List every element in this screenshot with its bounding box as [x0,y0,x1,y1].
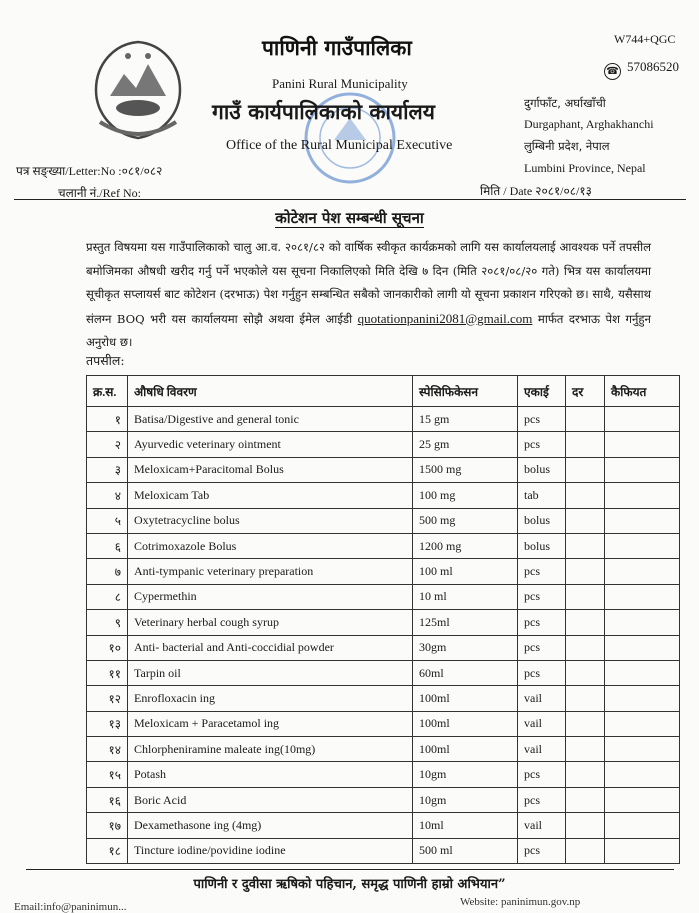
table-row [87,584,680,609]
cell-serial: १ [87,407,128,432]
ref-number-label: चलानी नं./Ref No: [58,186,141,200]
cell-serial: १८ [87,838,128,863]
cell-remarks [605,635,680,660]
cell-serial: १० [87,635,128,660]
table-row [87,787,680,812]
cell-specification: 1200 mg [413,533,518,558]
cell-rate [566,762,605,787]
cell-description: Meloxicam+Paracitomal Bolus [128,457,413,482]
office-executive-nepali: गाउँ कार्यपालिकाको कार्यालय [212,99,435,124]
table-row [87,432,680,457]
cell-serial: ६ [87,533,128,558]
cell-rate [566,533,605,558]
office-name-nepali: पाणिनी गाउँपालिका [262,35,412,60]
letter-number-value: :०८१/०८२ [118,164,163,178]
province-nepali: लुम्बिनी प्रदेश, नेपाल [524,139,610,153]
cell-unit: pcs [518,635,566,660]
cell-description: Oxytetracycline bolus [128,508,413,533]
address-nepali: दुर्गाफाँट, अर्घाखाँची [524,96,606,110]
cell-rate [566,660,605,685]
cell-description: Cypermethin [128,584,413,609]
cell-remarks [605,711,680,736]
cell-specification: 15 gm [413,407,518,432]
cell-rate [566,787,605,812]
table-row [87,533,680,558]
letter-number-label: पत्र सङ्ख्या/Letter:No [16,164,116,178]
cell-specification: 100ml [413,737,518,762]
notice-body-tail: मार्फत दरभाऊ पेश गर्नुहुन अनुरोध छ। [86,311,651,349]
table-row [87,559,680,584]
email-link[interactable]: quotationpanini2081@gmail.com [357,310,533,326]
cell-specification: 60ml [413,660,518,685]
cell-remarks [605,737,680,762]
cell-rate [566,457,605,482]
cell-unit: pcs [518,407,566,432]
table-row [87,483,680,508]
cell-unit: pcs [518,787,566,812]
cell-rate [566,711,605,736]
cell-unit: tab [518,483,566,508]
cell-unit: pcs [518,610,566,635]
cell-specification: 100 mg [413,483,518,508]
col-rate: दर [566,376,605,407]
cell-unit: bolus [518,508,566,533]
cell-unit: pcs [518,432,566,457]
cell-description: Meloxicam Tab [128,483,413,508]
phone-icon: ☎ [604,63,621,80]
table-row [87,610,680,635]
cell-remarks [605,610,680,635]
notice-title [0,208,699,228]
footer-website: Website: paninimun.gov.np [460,896,581,908]
cell-specification: 10 ml [413,584,518,609]
office-name-english: Panini Rural Municipality [272,76,408,91]
cell-remarks [605,762,680,787]
footer-slogan: पाणिनी र दुवीसा ऋषिको पहिचान, समृद्ध पाणिनी हाम्रो अभियान” [193,877,506,892]
cell-specification: 125ml [413,610,518,635]
col-remarks: कैफियत [605,376,680,407]
letter-number [16,162,162,179]
footer-email: Email:info@paninimun... [14,901,127,913]
cell-description: Anti- bacterial and Anti-coccidial powder [128,635,413,660]
cell-remarks [605,660,680,685]
cell-serial: १६ [87,787,128,812]
cell-specification: 100ml [413,686,518,711]
cell-remarks [605,584,680,609]
cell-description: Meloxicam + Paracetamol ing [128,711,413,736]
date-line [480,182,592,199]
table-row [87,838,680,863]
cell-rate [566,407,605,432]
cell-unit: vail [518,711,566,736]
phone-line [604,59,679,80]
cell-specification: 500 ml [413,838,518,863]
cell-unit: bolus [518,457,566,482]
cell-description: Dexamethasone ing (4mg) [128,813,413,838]
cell-unit: pcs [518,559,566,584]
notice-body [86,236,651,355]
cell-rate [566,508,605,533]
cell-specification: 30gm [413,635,518,660]
cell-specification: 100 ml [413,559,518,584]
cell-remarks [605,432,680,457]
table-row [87,407,680,432]
cell-remarks [605,559,680,584]
table-row [87,762,680,787]
cell-remarks [605,813,680,838]
cell-unit: vail [518,686,566,711]
date-value: २०८१/०८/१३ [535,184,592,198]
cell-description: Batisa/Digestive and general tonic [128,407,413,432]
office-executive-english: Office of the Rural Municipal Executive [226,138,453,153]
details-label: तपसील: [86,353,125,368]
cell-specification: 10ml [413,813,518,838]
cell-rate [566,610,605,635]
cell-description: Veterinary herbal cough syrup [128,610,413,635]
items-table [86,375,680,864]
province-english: Lumbini Province, Nepal [524,161,646,175]
cell-serial: १५ [87,762,128,787]
cell-unit: pcs [518,660,566,685]
cell-serial: ७ [87,559,128,584]
cell-specification: 25 gm [413,432,518,457]
table-row [87,686,680,711]
cell-description: Ayurvedic veterinary ointment [128,432,413,457]
cell-serial: ८ [87,584,128,609]
table-row [87,508,680,533]
address-english: Durgaphant, Arghakhanchi [524,117,654,131]
cell-rate [566,432,605,457]
notice-body-text: प्रस्तुत विषयमा यस गाउँपालिकाको चालु आ.व. २०८१/८२ को वार्षिक स्वीकृत कार्यक्रमको लागि यस कार्यालयलाई आवश्यक पर्ने तपसील बमोजिमका औषधी खरीद गर्नु पर्ने भएकोले यस सूचना निकालिएको मिति देखि ७ दिन (मिति २०८१/०८/२० गते) भित्र यस कार्यालयमा सूचीकृत सप्लायर्स बाट कोटेशन (दरभाऊ) पेश गर्नुहुन सम्बन्धित सबैको जानकारीको लागी यो सूचना प्रकाशन गरिएको छ। साथै, यसैसाथ संलग्न BOQ भरी यस कार्यालयमा सोझै अथवा ईमेल आईडी [86,240,651,326]
cell-specification: 10gm [413,762,518,787]
cell-specification: 10gm [413,787,518,812]
cell-unit: vail [518,813,566,838]
cell-description: Anti-tympanic veterinary preparation [128,559,413,584]
table-header-row [87,376,680,407]
cell-specification: 100ml [413,711,518,736]
cell-rate [566,559,605,584]
cell-serial: २ [87,432,128,457]
cell-unit: pcs [518,838,566,863]
col-serial: क्र.स. [87,376,128,407]
cell-remarks [605,838,680,863]
col-specification: स्पेसिफिकेसन [413,376,518,407]
cell-serial: १३ [87,711,128,736]
cell-unit: bolus [518,533,566,558]
cell-remarks [605,686,680,711]
cell-serial: १७ [87,813,128,838]
cell-specification: 1500 mg [413,457,518,482]
cell-rate [566,838,605,863]
date-label: मिति / Date [480,184,533,198]
cell-rate [566,483,605,508]
cell-description: Enrofloxacin ing [128,686,413,711]
notice-title-text: कोटेशन पेश सम्बन्धी सूचना [275,209,424,227]
cell-rate [566,737,605,762]
cell-description: Tincture iodine/povidine iodine [128,838,413,863]
cell-rate [566,584,605,609]
cell-remarks [605,483,680,508]
cell-unit: pcs [518,762,566,787]
col-unit: एकाई [518,376,566,407]
table-row [87,711,680,736]
phone-number: 57086520 [627,59,679,74]
table-row [87,660,680,685]
cell-remarks [605,508,680,533]
cell-serial: ३ [87,457,128,482]
cell-description: Potash [128,762,413,787]
cell-remarks [605,787,680,812]
col-description: औषधि विवरण [128,376,413,407]
cell-description: Chlorpheniramine maleate ing(10mg) [128,737,413,762]
cell-specification: 500 mg [413,508,518,533]
cell-serial: १२ [87,686,128,711]
cell-remarks [605,533,680,558]
cell-serial: ४ [87,483,128,508]
nepal-emblem-logo [88,34,188,146]
table-row [87,737,680,762]
cell-serial: १४ [87,737,128,762]
cell-unit: vail [518,737,566,762]
cell-serial: ९ [87,610,128,635]
cell-description: Cotrimoxazole Bolus [128,533,413,558]
plus-code: W744+QGC [614,32,676,46]
cell-serial: ११ [87,660,128,685]
cell-remarks [605,457,680,482]
table-row [87,813,680,838]
table-row [87,635,680,660]
table-row [87,457,680,482]
cell-description: Boric Acid [128,787,413,812]
header-divider [14,199,686,200]
footer-divider [26,869,674,870]
cell-rate [566,813,605,838]
cell-remarks [605,407,680,432]
cell-description: Tarpin oil [128,660,413,685]
cell-serial: ५ [87,508,128,533]
cell-rate [566,635,605,660]
cell-rate [566,686,605,711]
cell-unit: pcs [518,584,566,609]
